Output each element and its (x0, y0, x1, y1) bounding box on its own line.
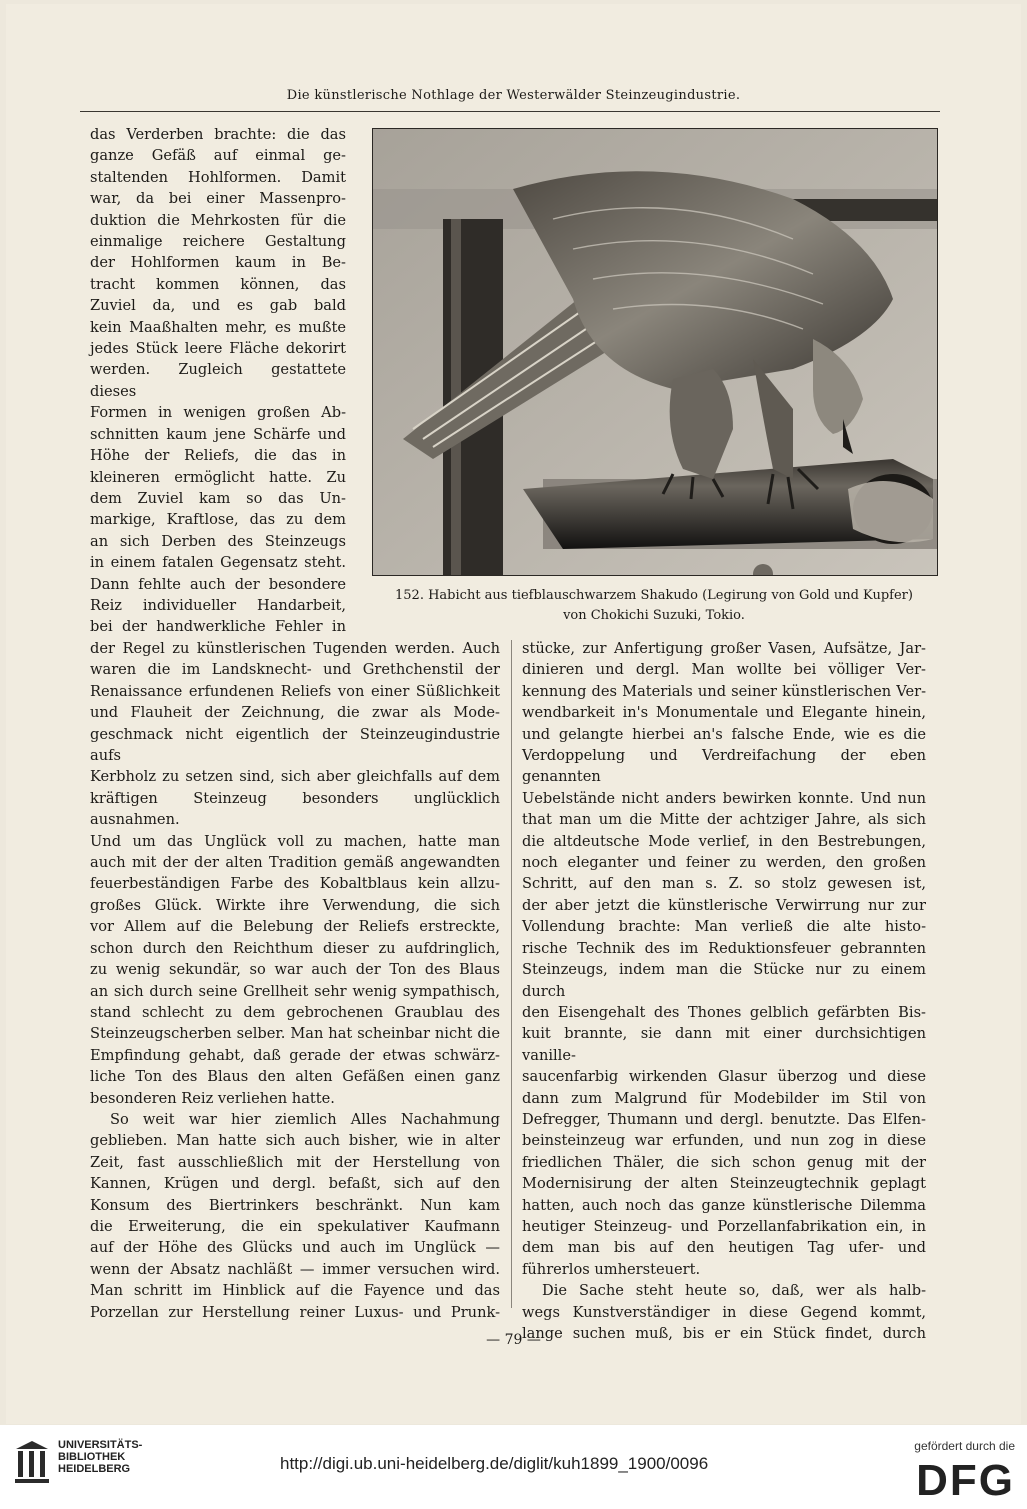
text-line: werden. Zugleich gestattete dieses (90, 361, 346, 400)
university-library-logo-icon (12, 1439, 52, 1491)
text-line: Zuviel da, und es gab bald (90, 297, 346, 315)
caption-line-2: von Chokichi Suzuki, Tokio. (563, 608, 745, 623)
figure-caption (372, 586, 936, 626)
text-line: das Verderben brachte: die das (90, 126, 346, 143)
text-line: Formen in wenigen großen Ab- (90, 404, 346, 422)
text-line: staltenden Hohlformen. Damit (90, 168, 346, 186)
left-column (90, 638, 500, 1323)
text-line: Reiz individueller Handarbeit, (90, 596, 346, 614)
text-line: Dann fehlte auch der besondere (90, 575, 346, 593)
funding-note: gefördert durch die (914, 1439, 1015, 1453)
text-line: schnitten kaum jene Schärfe und (90, 425, 346, 443)
hawk-illustration (373, 129, 937, 575)
text-line: kleineren ermöglicht hatte. Zu (90, 468, 346, 486)
text-line: kein Maaßhalten mehr, es mußte (90, 318, 346, 336)
paragraph: der Regel zu künstlerischen Tugenden werden. Auch waren die im Landsknecht- und Grethchenstil der Renaissance erfundenen Reliefs von einer Süßlichkeit und Flauheit der Zeichnung, die zwar als Mode- geschmack nicht eigentlich der Steinzeugindustrie aufs Kerbholz zu setzen sind, sich aber gleichfalls auf dem kräftigen Steinzeug besonders unglücklich ausnahmen. Und um das Unglück voll zu machen, hatte man auch mit der der alten Tradition gemäß angewandten feuerbeständigen Farbe des Kobaltblaus kein allzu- großes Glück. Wirkte ihre Verwendung, die sich vor Allem auf die Belebung der Reliefs erstreckte, schon durch den Reichthum dieser zu aufdringlich, zu wenig sekundär, so war auch der Ton des Blaus an sich durch seine Grellheit sehr wenig sympathisch, stand schlecht zu dem gebrochenen Graublau des Steinzeugscherben selber. Man hat scheinbar nicht die Empfindung gehabt, daß gerade der etwas schwärz- liche Ton des Blaus den alten Gefäßen einen ganz (90, 640, 500, 1086)
caption-line-1: 152. Habicht aus tiefblauschwarzem Shakudo (Legirung von Gold und Kupfer) (395, 588, 913, 603)
right-column (522, 638, 926, 1344)
text-line: duktion die Mehrkosten für die (90, 211, 346, 229)
text-line: der Hohlformen kaum in Be- (90, 254, 346, 272)
header-rule (80, 111, 940, 112)
text-line: ganze Gefäß auf einmal ge- (90, 147, 346, 165)
paragraph: Die Sache steht heute so, daß, wer als halb- wegs Kunstverständiger in diese Gegend kommt, lange suchen muß, bis er ein Stück findet, durch (522, 1282, 926, 1342)
permalink-url[interactable]: http://digi.ub.uni-heidelberg.de/diglit/kuh1899_1900/0096 (280, 1454, 709, 1473)
text-line: bei der handwerkliche Fehler in (90, 618, 346, 636)
page-number: — 79 — (486, 1332, 541, 1348)
text-line: an sich Derben des Steinzeugs (90, 532, 346, 550)
text-line: war, da bei einer Massenpro- (90, 190, 346, 208)
text-line: Höhe der Reliefs, die das in (90, 447, 346, 465)
text-line: in einem fatalen Gegensatz steht. (90, 554, 346, 572)
text-line: tracht kommen können, das (90, 275, 346, 293)
text-line: markige, Kraftlose, das zu dem (90, 511, 346, 529)
text-line: einmalige reichere Gestaltung (90, 233, 346, 251)
paragraph-end: führerlos umhersteuert. (522, 1260, 701, 1278)
column-divider (511, 640, 512, 1308)
paragraph: stücke, zur Anfertigung großer Vasen, Aufsätze, Jar- dinieren und dergl. Man wollte bei völliger Ver- kennung des Materials und seiner künstlerischen Ver- wendbarkeit in's Monumentale und Elegante hinein, und gelangte hierbei an's falsche Ende, wie es die Verdoppelung und Verdreifachung der eben genannten Uebelstände nicht anders bewirken konnte. Und nun that man um die Mitte der achtziger Jahre, als sich die altdeutsche Mode verlief, in den Bestrebungen, noch eleganter und feiner zu werden, den großen Schritt, auf den man s. Z. so stolz gewesen ist, der aber jetzt die künstlerische Verwirrung nur zur Vollendung brachte: Man verließ die alte histo- rische Technik des im Reduktionsfeuer gebrannten Steinzeugs, indem man die Stücke nur zu einem durch den Eisengehalt des Thones gelblich gefärbten Bis- kuit brannte, sie dann mit einer durchsichtigen vanille- saucenfarbig wirkenden Glasur überzog und diese dann zum Malgrund für Modebilder im Stil von Defregger, Thumann und dergl. benutzte. Das Elfen- beinsteinzeug war erfunden, und nun zog in diese friedlichen Thäler, die sich schon genug mit der Modernisirung der alten Steinzeugtechnik geplagt hatten, auch noch das ganze künstlerische Dilemma heutiger Steinzeug- und Porzellanfabrikation ein, in dem man bis auf den heutigen Tag ufer- und (522, 640, 926, 1257)
digitization-footer (0, 1425, 1027, 1509)
text-line: jedes Stück leere Fläche dekorirt (90, 340, 346, 358)
figure-hawk-photo (372, 128, 938, 576)
narrow-column (90, 124, 346, 638)
running-head: Die künstlerische Nothlage der Westerwälder Steinzeugindustrie. (286, 88, 741, 103)
text-line: dem Zuviel kam so das Un- (90, 489, 346, 507)
library-name: UNIVERSITÄTS- BIBLIOTHEK HEIDELBERG (58, 1439, 143, 1475)
dfg-logo: DFG (916, 1456, 1015, 1505)
paragraph: So weit war hier ziemlich Alles Nachahmung geblieben. Man hatte sich auch bisher, wie in alter Zeit, fast ausschließlich mit der Herstellung von Kannen, Krügen und dergl. befaßt, sich auf den Konsum des Biertrinkers beschränkt. Nun kam die Erweiterung, die ein spekulativer Kaufmann auf der Höhe des Glücks und auch im Unglück — wenn der Absatz nachläßt — immer versuchen wird. Man schritt im Hinblick auf die Fayence und das Porzellan zur Herstellung reiner Luxus- und Prunk- (90, 1110, 500, 1321)
paragraph-end: besonderen Reiz verliehen hatte. (90, 1089, 335, 1107)
